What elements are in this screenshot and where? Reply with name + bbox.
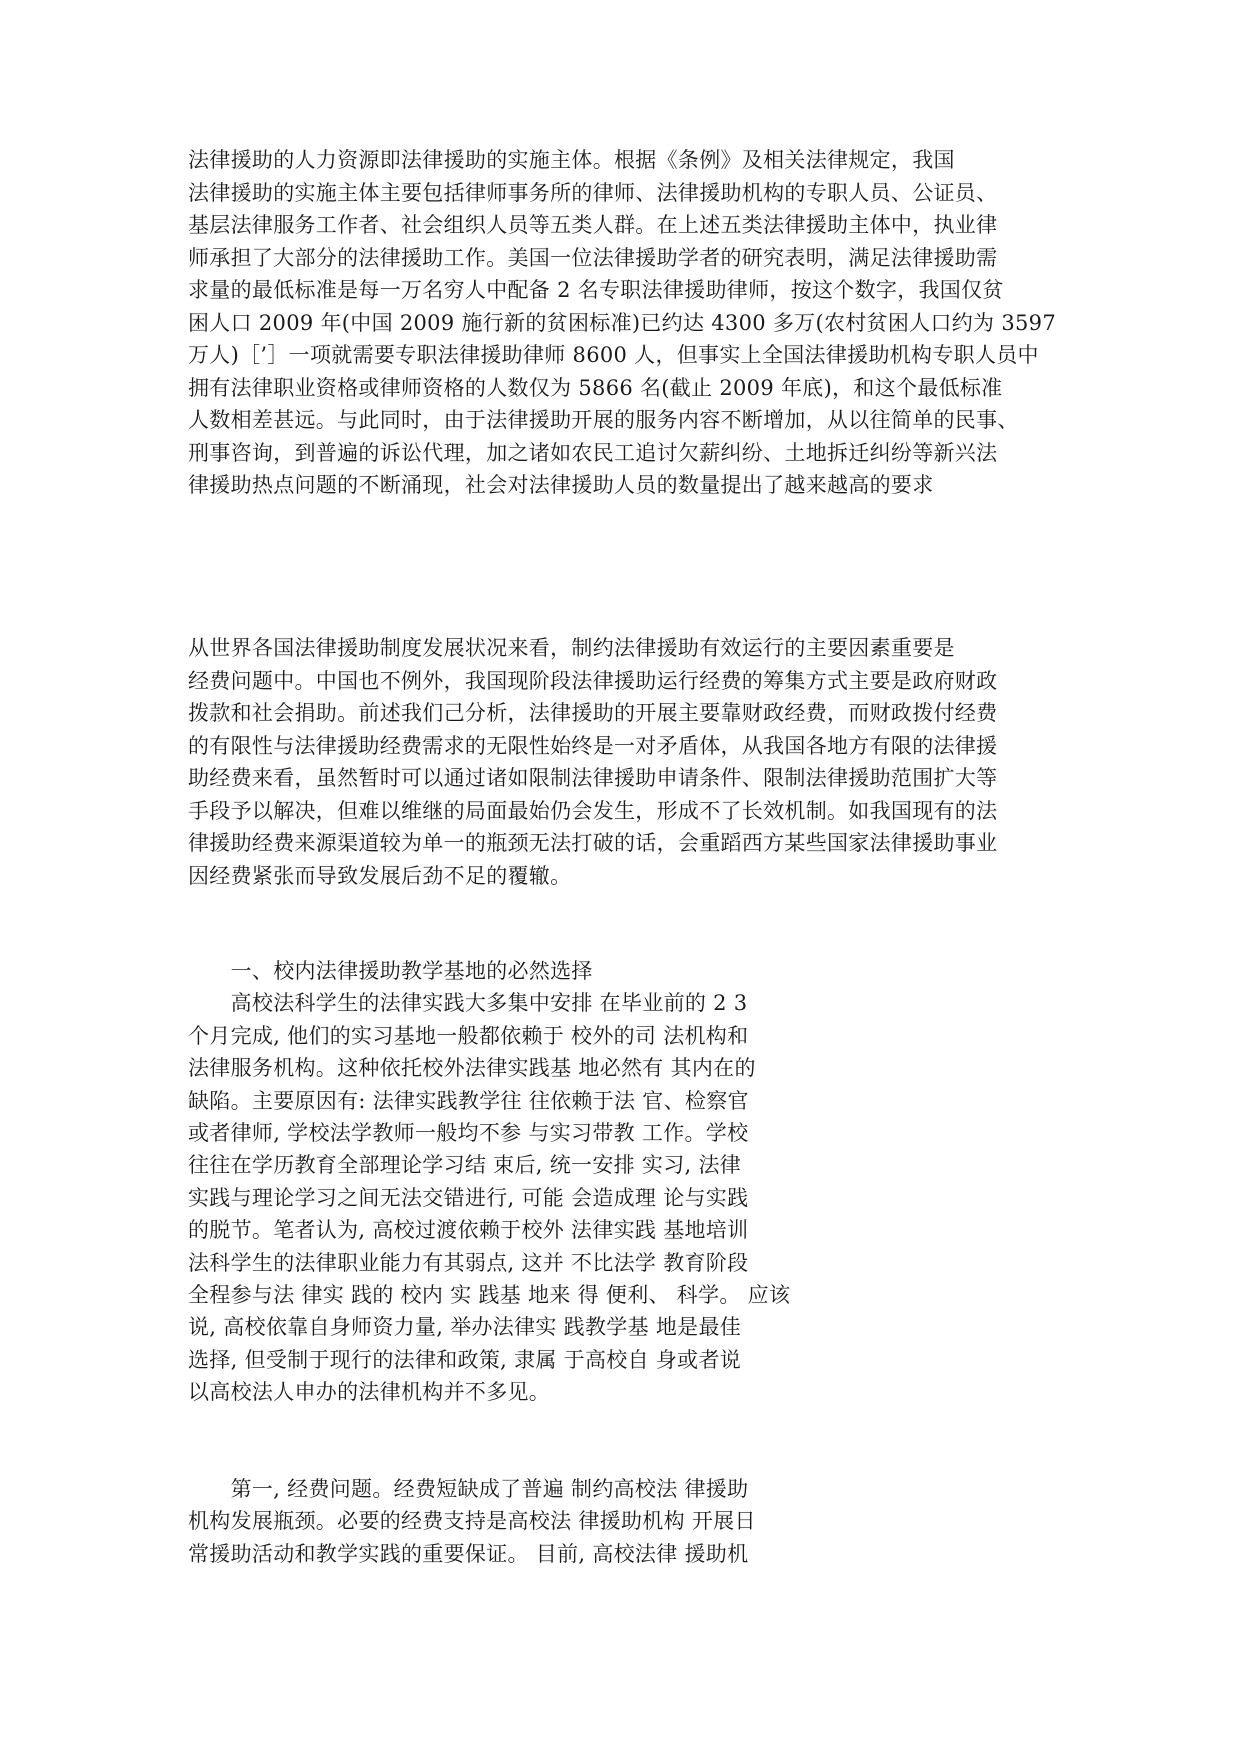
text-line: 机构发展瓶颈。必要的经费支持是高校法 律援助机构 开展日 <box>188 1509 756 1534</box>
text-line: 拨款和社会捐助。前述我们己分析，法律援助的开展主要靠财政经费，而财政拨付经费 <box>188 701 998 725</box>
text-line: 缺陷。主要原因有: 法律实践教学往 往依赖于法 官、检察官 <box>188 1088 749 1113</box>
text-line: 万人)［’］一项就需要专职法律援助律师 8600 人，但事实上全国法律援助机构专职人员中 <box>188 343 1039 367</box>
text-line: 高校法科学生的法律实践大多集中安排 在毕业前的 2 3 <box>188 991 748 1016</box>
text-line: 或者律师, 学校法学教师一般均不参 与实习带教 工作。学校 <box>188 1121 749 1146</box>
text-line: 法律援助的人力资源即法律援助的实施主体。根据《条例》及相关法律规定，我国 <box>188 148 955 172</box>
text-line: 法律服务机构。这种依托校外法律实践基 地必然有 其内在的 <box>188 1056 756 1081</box>
text-line: 的有限性与法律援助经费需求的无限性始终是一对矛盾体，从我国各地方有限的法律援 <box>188 733 998 758</box>
text-line: 求量的最低标准是每一万名穷人中配备 2 名专职法律援助律师，按这个数字，我国仅贫 <box>188 278 1004 302</box>
text-line: 助经费来看，虽然暂时可以通过诸如限制法律援助申请条件、限制法律援助范围扩大等 <box>188 766 998 790</box>
text-line: 常援助活动和教学实践的重要保证。 目前, 高校法律 援助机 <box>188 1541 749 1566</box>
text-line: 个月完成, 他们的实习基地一般都依赖于 校外的司 法机构和 <box>188 1023 749 1048</box>
text-line: 法律援助的实施主体主要包括律师事务所的律师、法律援助机构的专职人员、公证员、 <box>188 180 998 205</box>
text-line: 律援助热点问题的不断涌现，社会对法律援助人员的数量提出了越来越高的要求 <box>188 473 934 497</box>
text-line: 刑事咨询，到普遍的诉讼代理，加之诸如农民工追讨欠薪纠纷、土地拆迁纠纷等新兴法 <box>188 440 998 465</box>
text-line: 人数相差甚远。与此同时，由于法律援助开展的服务内容不断增加，从以往简单的民事、 <box>188 408 1019 432</box>
text-line: 实践与理论学习之间无法交错进行, 可能 会造成理 论与实践 <box>188 1185 749 1210</box>
text-line: 往往在学历教育全部理论学习结 束后, 统一安排 实习, 法律 <box>188 1153 742 1178</box>
text-line: 选择, 但受制于现行的法律和政策, 隶属 于高校自 身或者说 <box>188 1347 742 1372</box>
text-line: 因经费紧张而导致发展后劲不足的覆辙。 <box>188 863 572 888</box>
text-line: 法科学生的法律职业能力有其弱点, 这并 不比法学 教育阶段 <box>188 1250 749 1275</box>
text-line: 基层法律服务工作者、社会组织人员等五类人群。在上述五类法律援助主体中，执业律 <box>188 213 998 237</box>
paragraph-legal-aid-human-resources <box>188 144 1056 502</box>
paragraph-campus-teaching-base <box>188 955 790 1409</box>
text-line: 拥有法律职业资格或律师资格的人数仅为 5866 名(截止 2009 年底)，和这个最低标准 <box>188 375 1003 400</box>
paragraph-funding-issues <box>188 632 997 892</box>
text-line: 全程参与法 律实 践的 校内 实 践基 地来 得 便利、 科学。 应该 <box>188 1283 791 1308</box>
section-heading: 一、校内法律援助教学基地的必然选择 <box>188 959 593 983</box>
text-line: 困人口 2009 年(中国 2009 施行新的贫困标准)已约达 4300 多万(农村贫困人口约为 3597 <box>188 310 1056 335</box>
text-line: 手段予以解决，但难以维继的局面最始仍会发生，形成不了长效机制。如我国现有的法 <box>188 798 998 823</box>
text-line: 师承担了大部分的法律援助工作。美国一位法律援助学者的研究表明，满足法律援助需 <box>188 245 998 270</box>
text-line: 从世界各国法律援助制度发展状况来看，制约法律援助有效运行的主要因素重要是 <box>188 636 955 660</box>
text-line: 经费问题中。中国也不例外，我国现阶段法律援助运行经费的筹集方式主要是政府财政 <box>188 668 998 693</box>
text-line: 第一, 经费问题。经费短缺成了普遍 制约高校法 律援助 <box>188 1477 749 1501</box>
paragraph-first-funding-problem <box>188 1473 756 1570</box>
text-line: 律援助经费来源渠道较为单一的瓶颈无法打破的话，会重蹈西方某些国家法律援助事业 <box>188 831 998 855</box>
text-line: 说, 高校依靠自身师资力量, 举办法律实 践教学基 地是最佳 <box>188 1315 742 1340</box>
text-line: 以高校法人申办的法律机构并不多见。 <box>188 1380 551 1405</box>
text-line: 的脱节。笔者认为, 高校过渡依赖于校外 法律实践 基地培训 <box>188 1218 749 1243</box>
